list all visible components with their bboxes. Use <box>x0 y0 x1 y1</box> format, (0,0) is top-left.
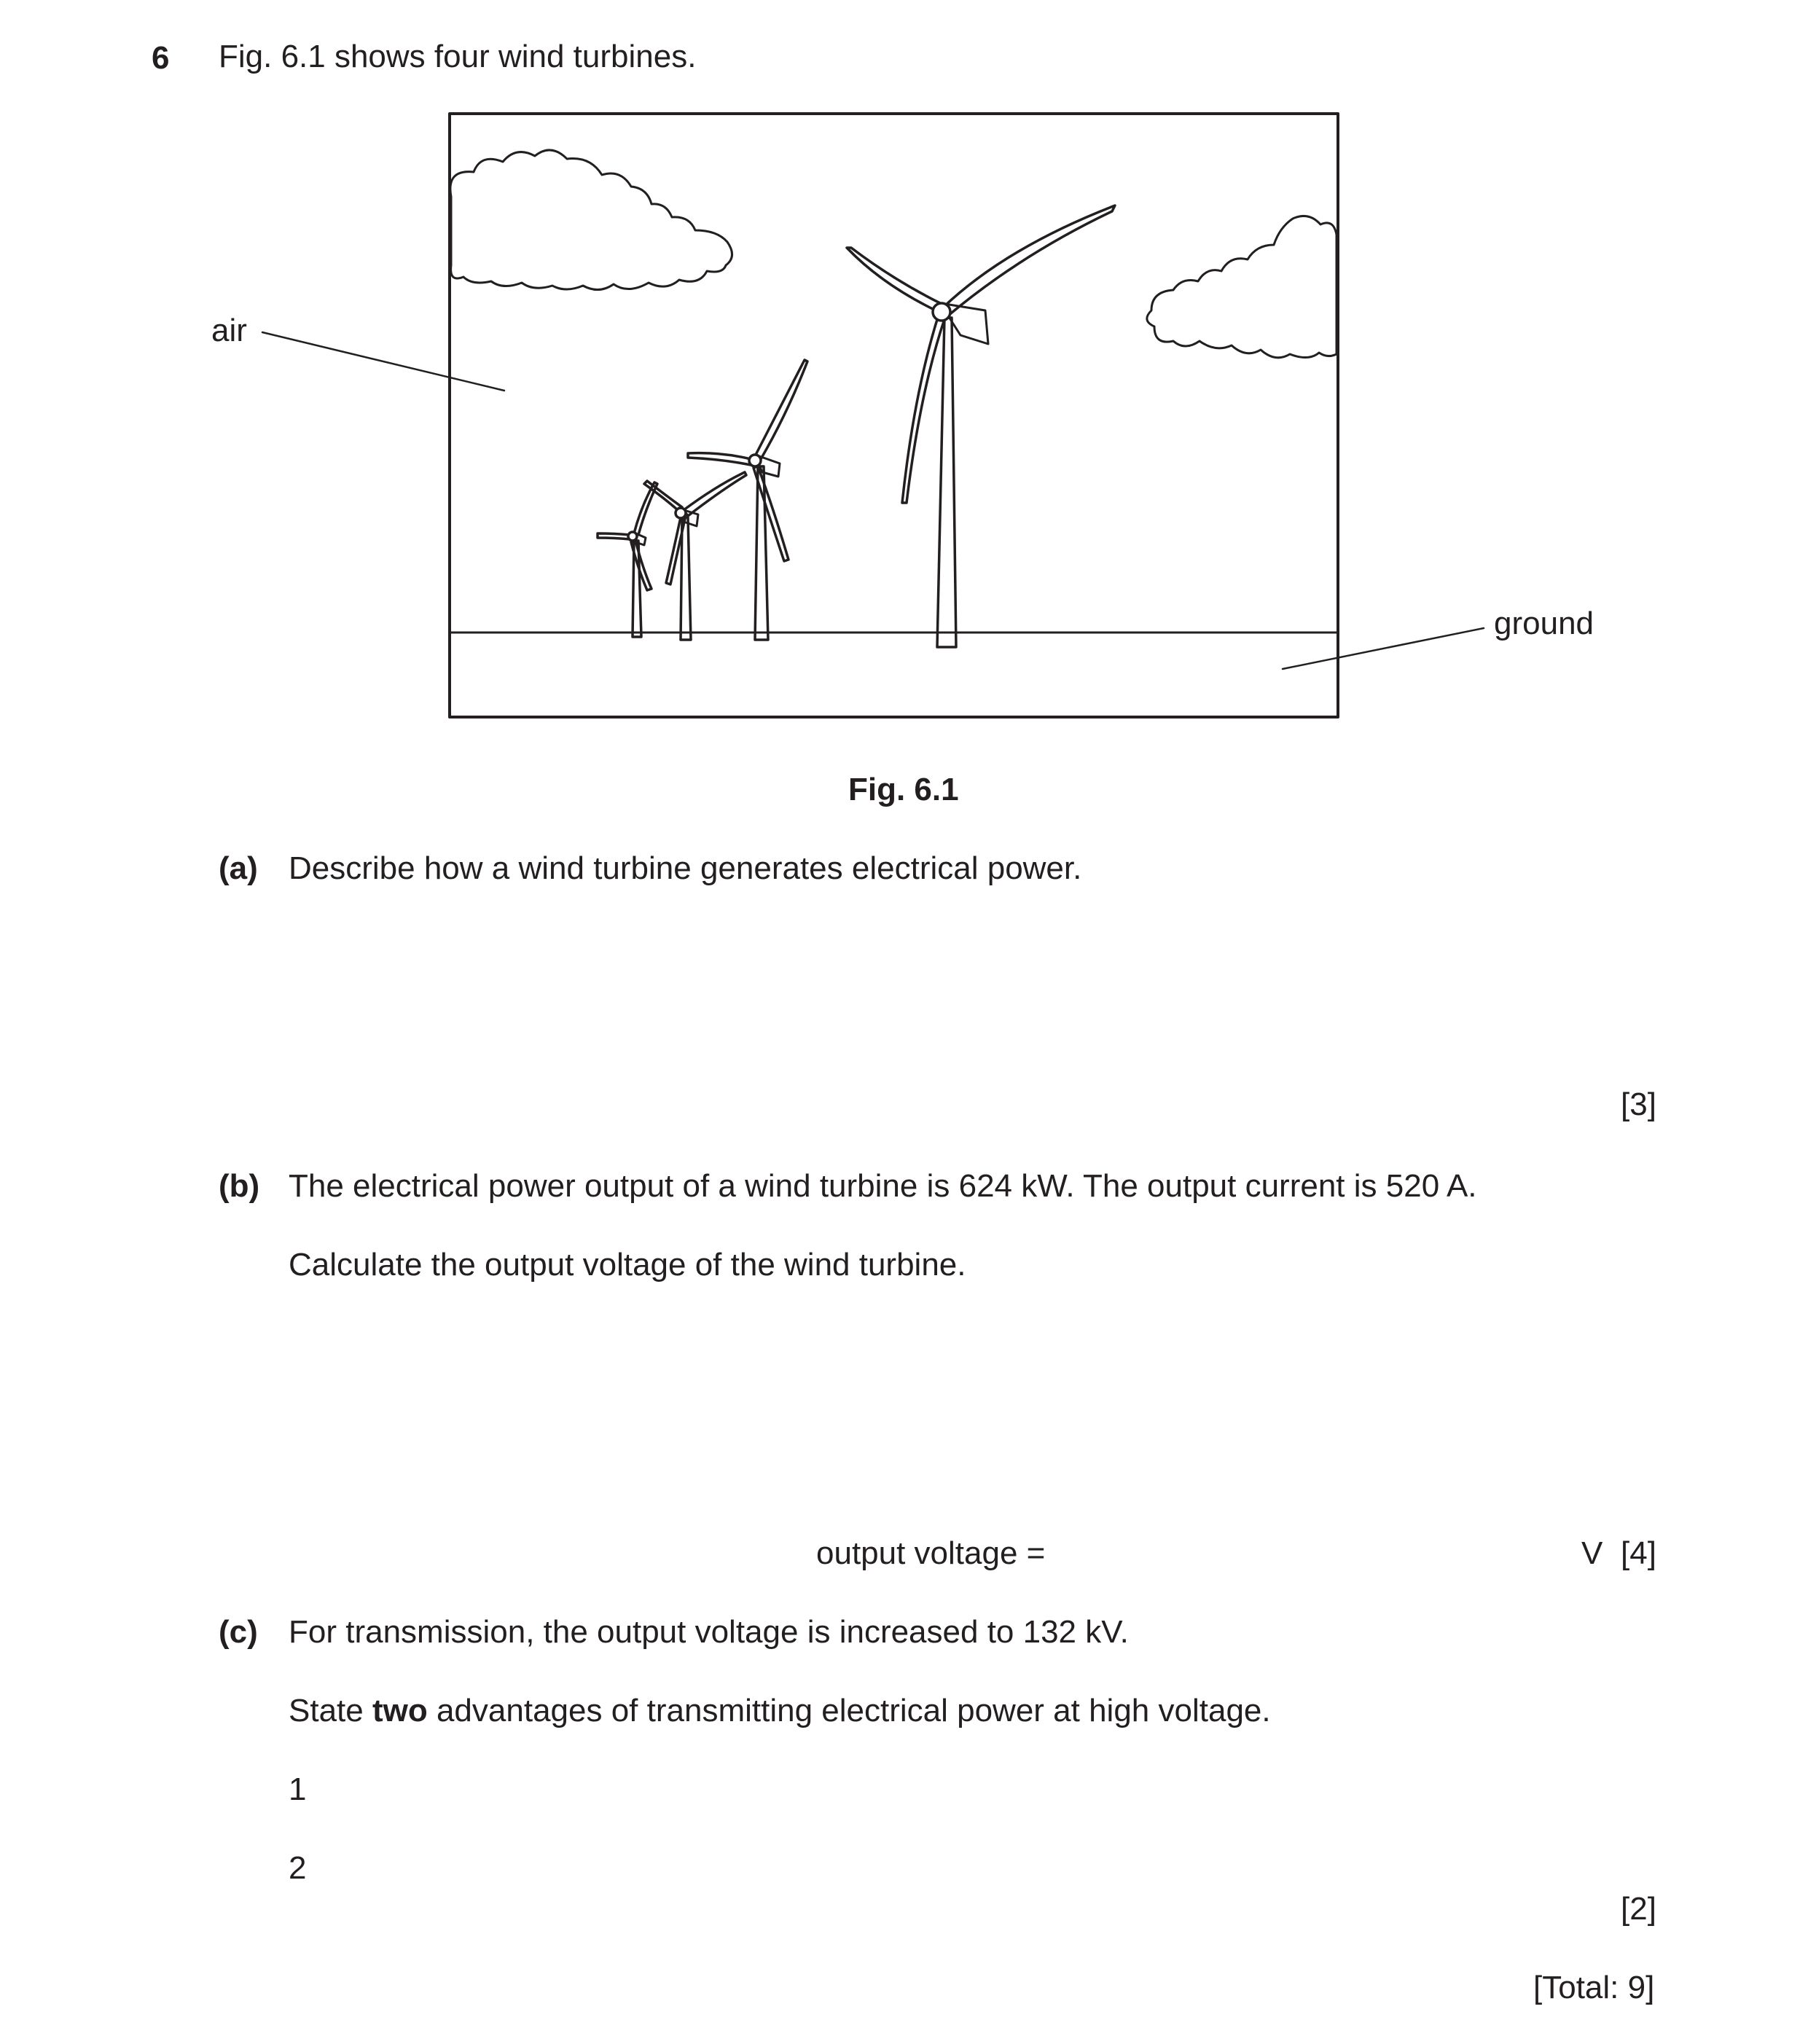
part-a-marks: [3] <box>1621 1086 1656 1122</box>
part-c-label: (c) <box>219 1614 258 1650</box>
part-b-unit: V <box>1581 1535 1603 1571</box>
wind-turbine-small <box>644 472 746 640</box>
cloud-right <box>1147 216 1337 357</box>
wind-turbine-smallest <box>598 482 657 637</box>
part-c-item-1-number: 1 <box>289 1771 307 1807</box>
ground-leader-line <box>1283 628 1484 669</box>
part-c-item-2-number: 2 <box>289 1850 307 1886</box>
part-b-question: The electrical power output of a wind turbine is 624 kW. The output current is 520 A. <box>289 1168 1477 1204</box>
question-number: 6 <box>152 40 170 76</box>
cloud-left <box>450 150 732 290</box>
part-b-answer-label: output voltage = <box>816 1535 1046 1571</box>
wind-turbine-medium <box>688 360 807 640</box>
total-marks: [Total: 9] <box>1533 1970 1655 2005</box>
part-c-question: For transmission, the output voltage is increased to 132 kV. <box>289 1614 1129 1650</box>
part-a-label: (a) <box>219 850 258 886</box>
figure-frame <box>450 114 1338 717</box>
part-c-instruction <box>289 1695 1271 1727</box>
part-c-marks: [2] <box>1621 1891 1656 1927</box>
part-c-instruction-bold: two <box>372 1693 428 1728</box>
wind-turbine-large <box>847 205 1115 647</box>
part-b-label: (b) <box>219 1168 260 1204</box>
part-b-marks: [4] <box>1621 1535 1656 1571</box>
figure-label-ground: ground <box>1494 606 1594 641</box>
part-c-instruction-post: advantages of transmitting electrical power at high voltage. <box>427 1693 1271 1728</box>
part-c-instruction-pre: State <box>289 1693 372 1728</box>
figure-label-air: air <box>211 313 247 348</box>
question-intro: Fig. 6.1 shows four wind turbines. <box>219 39 697 74</box>
figure-caption: Fig. 6.1 <box>848 772 959 807</box>
wind-turbines-figure <box>0 0 1808 816</box>
part-b-instruction: Calculate the output voltage of the wind turbine. <box>289 1247 966 1283</box>
air-leader-line <box>262 332 504 391</box>
part-a-question: Describe how a wind turbine generates electrical power. <box>289 850 1082 886</box>
